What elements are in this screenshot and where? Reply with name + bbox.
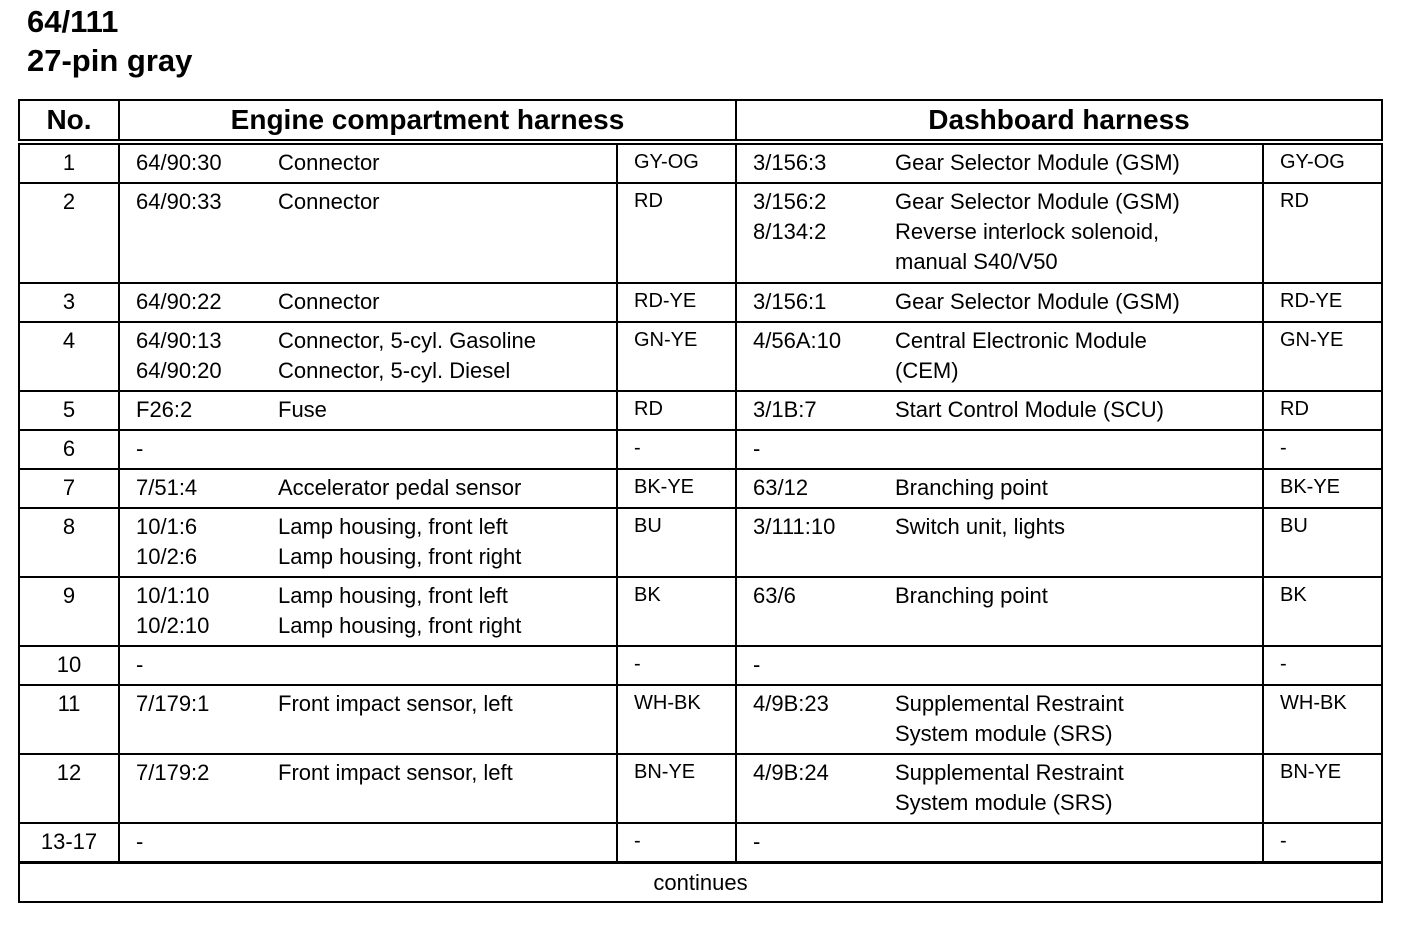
engine-harness-cell <box>119 142 617 183</box>
dashboard-harness-line <box>737 395 1262 425</box>
engine-terminal-code: 10/2:6 <box>136 544 198 569</box>
engine-wire-color: BK-YE <box>617 469 736 508</box>
pin-number: 9 <box>19 577 119 646</box>
engine-harness-cell <box>119 823 617 863</box>
dashboard-component-description: System module (SRS) <box>895 721 1113 746</box>
engine-terminal-code: 7/179:1 <box>136 691 210 716</box>
dashboard-harness-cell <box>736 577 1263 646</box>
engine-harness-line <box>120 827 616 857</box>
dashboard-harness-line <box>737 247 1262 277</box>
dashboard-wire-color: GN-YE <box>1263 322 1382 391</box>
dashboard-terminal-code: 4/56A:10 <box>753 328 842 353</box>
engine-terminal-code: 64/90:20 <box>136 358 222 383</box>
dashboard-component-description: Reverse interlock solenoid, <box>895 219 1160 244</box>
engine-terminal-code: 7/179:2 <box>136 760 210 785</box>
dashboard-component-description: Branching point <box>895 475 1048 500</box>
dashboard-harness-line <box>737 326 1262 356</box>
engine-wire-color: RD <box>617 183 736 283</box>
table-footer-row <box>19 863 1382 903</box>
column-header-no: No. <box>19 100 119 142</box>
engine-terminal-code: F26:2 <box>136 397 193 422</box>
dashboard-terminal-code: 3/1B:7 <box>753 397 817 422</box>
engine-terminal-code: - <box>136 436 144 461</box>
engine-wire-color: - <box>617 646 736 685</box>
engine-harness-cell <box>119 391 617 430</box>
dashboard-harness-line <box>737 356 1262 386</box>
dashboard-wire-color: BK-YE <box>1263 469 1382 508</box>
dashboard-component-description: System module (SRS) <box>895 790 1113 815</box>
dashboard-terminal-code: 63/6 <box>753 583 796 608</box>
dashboard-harness-cell <box>736 685 1263 754</box>
table-row <box>19 430 1382 469</box>
engine-wire-color: RD-YE <box>617 283 736 322</box>
engine-harness-cell <box>119 469 617 508</box>
engine-wire-color: BU <box>617 508 736 577</box>
dashboard-harness-cell <box>736 430 1263 469</box>
dashboard-harness-line <box>737 581 1262 611</box>
dashboard-wire-color: BU <box>1263 508 1382 577</box>
dashboard-harness-cell <box>736 469 1263 508</box>
dashboard-terminal-code: 3/156:1 <box>753 289 827 314</box>
table-row <box>19 754 1382 823</box>
dashboard-wire-color: WH-BK <box>1263 685 1382 754</box>
table-row <box>19 391 1382 430</box>
engine-terminal-code: 64/90:13 <box>136 328 222 353</box>
dashboard-component-description: Supplemental Restraint <box>895 760 1124 785</box>
dashboard-wire-color: BK <box>1263 577 1382 646</box>
engine-harness-line <box>120 758 616 788</box>
engine-terminal-code: 7/51:4 <box>136 475 198 500</box>
dashboard-terminal-code: - <box>753 436 761 461</box>
dashboard-terminal-code <box>737 788 895 818</box>
engine-wire-color: WH-BK <box>617 685 736 754</box>
dashboard-harness-line <box>737 148 1262 178</box>
engine-component-description: Lamp housing, front right <box>278 613 522 638</box>
pin-number: 3 <box>19 283 119 322</box>
dashboard-terminal-code: 4/9B:23 <box>753 691 829 716</box>
dashboard-terminal-code: 8/134:2 <box>753 219 827 244</box>
dashboard-harness-line <box>737 788 1262 818</box>
column-header-dashboard-harness: Dashboard harness <box>736 100 1382 142</box>
engine-harness-cell <box>119 183 617 283</box>
engine-harness-line <box>120 356 616 386</box>
engine-terminal-code: 64/90:33 <box>136 189 222 214</box>
dashboard-harness-cell <box>736 142 1263 183</box>
engine-component-description: Front impact sensor, left <box>278 760 513 785</box>
dashboard-wire-color: RD-YE <box>1263 283 1382 322</box>
engine-component-description: Connector <box>278 189 380 214</box>
engine-harness-line <box>120 581 616 611</box>
table-row <box>19 577 1382 646</box>
dashboard-harness-line <box>737 689 1262 719</box>
engine-terminal-code: 64/90:22 <box>136 289 222 314</box>
dashboard-harness-line <box>737 650 1262 680</box>
dashboard-terminal-code <box>737 247 895 277</box>
engine-harness-cell <box>119 646 617 685</box>
dashboard-harness-cell <box>736 646 1263 685</box>
engine-terminal-code: 10/1:6 <box>136 514 198 539</box>
dashboard-wire-color: BN-YE <box>1263 754 1382 823</box>
engine-wire-color: RD <box>617 391 736 430</box>
dashboard-component-description: Central Electronic Module <box>895 328 1147 353</box>
engine-component-description: Connector <box>278 289 380 314</box>
table-row <box>19 685 1382 754</box>
pin-number: 5 <box>19 391 119 430</box>
engine-wire-color: GN-YE <box>617 322 736 391</box>
engine-wire-color: BN-YE <box>617 754 736 823</box>
engine-harness-line <box>120 148 616 178</box>
table-row <box>19 183 1382 283</box>
table-row <box>19 283 1382 322</box>
table-row <box>19 469 1382 508</box>
engine-harness-line <box>120 542 616 572</box>
dashboard-component-description: Start Control Module (SCU) <box>895 397 1164 422</box>
dashboard-component-description <box>895 434 1262 464</box>
engine-harness-line <box>120 611 616 641</box>
dashboard-terminal-code: 3/111:10 <box>753 514 836 539</box>
engine-harness-cell <box>119 283 617 322</box>
dashboard-harness-line <box>737 758 1262 788</box>
engine-harness-line <box>120 187 616 217</box>
dashboard-terminal-code: - <box>753 652 761 677</box>
engine-component-description: Lamp housing, front left <box>278 583 508 608</box>
pin-number: 12 <box>19 754 119 823</box>
dashboard-terminal-code: 3/156:3 <box>753 150 827 175</box>
engine-harness-cell <box>119 754 617 823</box>
dashboard-component-description: manual S40/V50 <box>895 249 1058 274</box>
dashboard-wire-color: - <box>1263 646 1382 685</box>
engine-terminal-code: 10/2:10 <box>136 613 210 638</box>
dashboard-wire-color: RD <box>1263 391 1382 430</box>
engine-component-description <box>278 434 616 464</box>
dashboard-terminal-code: 63/12 <box>753 475 809 500</box>
engine-terminal-code: 10/1:10 <box>136 583 210 608</box>
engine-harness-line <box>120 473 616 503</box>
engine-harness-line <box>120 650 616 680</box>
table-row <box>19 646 1382 685</box>
pin-number: 11 <box>19 685 119 754</box>
dashboard-component-description: Gear Selector Module (GSM) <box>895 150 1180 175</box>
dashboard-wire-color: - <box>1263 823 1382 863</box>
dashboard-wire-color: - <box>1263 430 1382 469</box>
pin-number: 6 <box>19 430 119 469</box>
dashboard-terminal-code: - <box>753 829 761 854</box>
engine-component-description: Accelerator pedal sensor <box>278 475 522 500</box>
dashboard-component-description: (CEM) <box>895 358 959 383</box>
dashboard-harness-line <box>737 827 1262 857</box>
pin-number: 10 <box>19 646 119 685</box>
pin-number: 2 <box>19 183 119 283</box>
engine-harness-line <box>120 434 616 464</box>
engine-harness-line <box>120 512 616 542</box>
dashboard-harness-cell <box>736 508 1263 577</box>
column-header-engine-harness: Engine compartment harness <box>119 100 736 142</box>
dashboard-harness-line <box>737 434 1262 464</box>
engine-component-description: Lamp housing, front right <box>278 544 522 569</box>
dashboard-component-description <box>895 650 1262 680</box>
dashboard-wire-color: RD <box>1263 183 1382 283</box>
dashboard-component-description: Gear Selector Module (GSM) <box>895 289 1180 314</box>
dashboard-component-description <box>895 827 1262 857</box>
engine-harness-cell <box>119 322 617 391</box>
dashboard-harness-line <box>737 719 1262 749</box>
dashboard-harness-line <box>737 512 1262 542</box>
engine-harness-line <box>120 326 616 356</box>
engine-component-description <box>278 827 616 857</box>
engine-harness-cell <box>119 685 617 754</box>
engine-harness-cell <box>119 577 617 646</box>
table-header-row <box>19 100 1382 142</box>
engine-wire-color: - <box>617 430 736 469</box>
dashboard-terminal-code: 4/9B:24 <box>753 760 829 785</box>
dashboard-harness-line <box>737 287 1262 317</box>
pin-assignment-table <box>18 99 1383 903</box>
engine-component-description: Fuse <box>278 397 327 422</box>
table-row <box>19 508 1382 577</box>
engine-component-description: Connector, 5-cyl. Gasoline <box>278 328 537 353</box>
pin-number: 4 <box>19 322 119 391</box>
dashboard-wire-color: GY-OG <box>1263 142 1382 183</box>
engine-component-description: Connector <box>278 150 380 175</box>
dashboard-terminal-code: 3/156:2 <box>753 189 827 214</box>
dashboard-harness-line <box>737 473 1262 503</box>
engine-component-description: Lamp housing, front left <box>278 514 508 539</box>
dashboard-harness-cell <box>736 754 1263 823</box>
dashboard-component-description: Gear Selector Module (GSM) <box>895 189 1180 214</box>
engine-harness-line <box>120 395 616 425</box>
engine-terminal-code: 64/90:30 <box>136 150 222 175</box>
dashboard-component-description: Branching point <box>895 583 1048 608</box>
pin-number: 7 <box>19 469 119 508</box>
dashboard-harness-line <box>737 217 1262 247</box>
dashboard-harness-cell <box>736 322 1263 391</box>
engine-wire-color: GY-OG <box>617 142 736 183</box>
dashboard-harness-cell <box>736 283 1263 322</box>
pin-number: 1 <box>19 142 119 183</box>
table-row <box>19 322 1382 391</box>
connector-description: 27-pin gray <box>27 43 193 78</box>
dashboard-harness-line <box>737 187 1262 217</box>
engine-wire-color: - <box>617 823 736 863</box>
dashboard-harness-cell <box>736 391 1263 430</box>
engine-harness-cell <box>119 508 617 577</box>
dashboard-terminal-code <box>737 356 895 386</box>
engine-harness-line <box>120 287 616 317</box>
engine-terminal-code: - <box>136 652 144 677</box>
connector-id: 64/111 <box>27 4 119 39</box>
continues-note: continues <box>19 863 1382 903</box>
table-row <box>19 823 1382 863</box>
engine-harness-line <box>120 689 616 719</box>
engine-harness-cell <box>119 430 617 469</box>
engine-component-description: Front impact sensor, left <box>278 691 513 716</box>
dashboard-harness-cell <box>736 183 1263 283</box>
table-row <box>19 142 1382 183</box>
dashboard-terminal-code <box>737 719 895 749</box>
pin-number: 8 <box>19 508 119 577</box>
dashboard-component-description: Supplemental Restraint <box>895 691 1124 716</box>
dashboard-component-description: Switch unit, lights <box>895 514 1065 539</box>
engine-terminal-code: - <box>136 829 144 854</box>
engine-component-description: Connector, 5-cyl. Diesel <box>278 358 511 383</box>
engine-wire-color: BK <box>617 577 736 646</box>
engine-component-description <box>278 650 616 680</box>
pin-number: 13-17 <box>19 823 119 863</box>
dashboard-harness-cell <box>736 823 1263 863</box>
